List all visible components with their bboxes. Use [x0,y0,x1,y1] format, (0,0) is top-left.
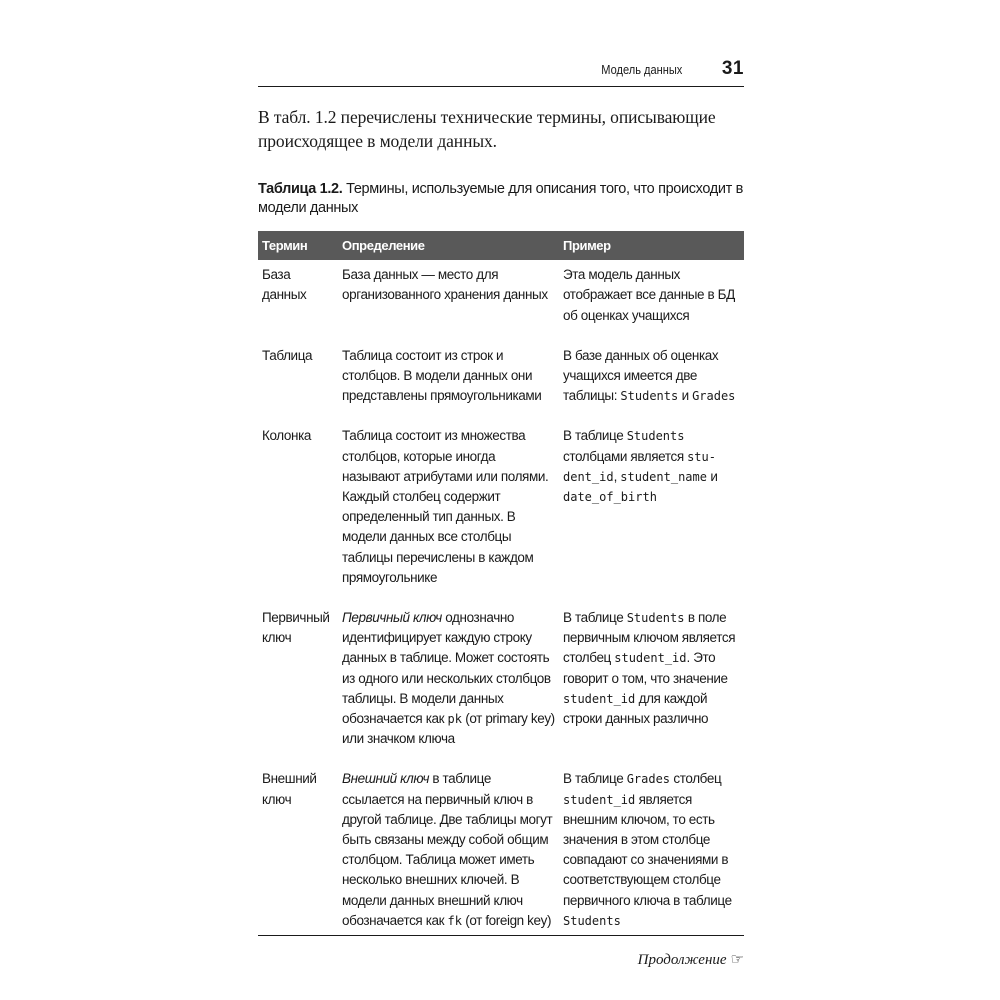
code-text: Students [620,389,679,404]
italic-term: Внешний ключ [342,771,430,787]
text-run: однозначно идентифицирует каждую строку данных в таблице. Может состоять из одного или нескольких столбцов таблицы. В модели данных обозначается как [342,610,551,727]
text-run: для каждой строки данных различно [563,690,709,727]
text-run: является внешним ключом, то есть значения в этом столбце совпадают со значениями в соответствующем столбце первичного ключа в таблице [563,791,732,908]
code-text: student_id [614,651,687,666]
code-text: student_name [620,469,707,484]
code-text: Students [626,429,685,444]
cell-example [559,426,744,608]
code-text: student_id [563,691,636,706]
cell-term: Первичный ключ [262,610,330,646]
cell-definition [338,608,559,769]
text-run: и [706,468,718,484]
code-text: Grades [626,772,671,787]
table-row [258,260,744,346]
cell-definition [338,260,559,346]
text-run: . Это говорит о том, что значение [563,650,728,686]
text-run: Таблица состоит из множества столбцов, которые иногда называют атрибутами или полями. Каждый столбец содержит определенный тип данных. В модели данных все столбцы таблицы перечислены в каждом прямоугольнике [342,428,549,585]
code-text: Students [626,611,685,626]
table-caption [258,180,744,218]
table-row [258,769,744,935]
table-header [258,231,744,260]
text-run: столбцами является [563,448,688,464]
cell-term: База данных [262,267,307,303]
cell-term: Таблица [262,347,313,363]
cell-definition [338,769,559,935]
text-run: и [678,388,693,404]
pointing-hand-icon: ☞ [730,952,744,969]
header-term: Термин [258,231,338,260]
code-text: Students [563,913,621,928]
cell-example [559,260,744,346]
text-run: в таблице ссылается на первичный ключ в другой таблице. Две таблицы могут быть связаны между собой общим столбцом. Таблица может иметь несколько внешних ключей. В модели данных внешний ключ обозначается как [342,771,553,928]
cell-term: Внешний ключ [262,771,317,807]
code-text: Grades [692,389,736,404]
cell-example [559,769,744,935]
text-run: Таблица состоит из строк и столбцов. В модели данных они представлены прямоугольниками [342,347,542,404]
header-example: Пример [559,231,744,260]
text-run: В базе данных об оценках учащихся имеется две таблицы: [563,347,719,404]
text-run: в поле первичным ключом является столбец [563,610,736,666]
running-title: Модель данных [600,62,682,77]
table-caption-label: Таблица 1.2. [258,181,343,197]
cell-term: Колонка [262,428,311,444]
text-run: (от primary key) или значком ключа [342,711,555,747]
table-row [258,608,744,769]
terms-table [258,231,744,936]
text-run: В таблице [563,428,627,444]
cell-example [559,346,744,427]
text-run: (от foreign key) [461,912,552,928]
text-run: Эта модель данных отображает все данные в БД об оценках учащихся [563,267,735,323]
page-number: 31 [721,58,744,79]
continued-label: Продолжение [637,952,727,969]
cell-example [559,608,744,769]
table-caption-text: Термины, используемые для описания того, что происходит в модели данных [258,181,743,216]
code-text: date_of_birth [563,490,657,505]
continued-note [258,950,744,969]
table-row [258,426,744,608]
code-text: pk [447,712,462,727]
italic-term: Первичный ключ [342,610,442,626]
code-text: student_id [563,792,636,807]
text-run: В таблице [563,771,627,787]
cell-definition [338,346,559,427]
code-text: fk [447,913,462,928]
text-run: В таблице [563,610,627,626]
text-run: , [613,468,621,484]
running-header [258,58,744,87]
text-run: столбец [670,771,722,787]
code-text: stu-dent_id [563,449,716,484]
book-page [258,58,744,969]
intro-paragraph: В табл. 1.2 перечислены технические термины, описывающие происходящее в модели данных. [258,107,716,151]
text-run: База данных — место для организованного хранения данных [342,267,548,303]
cell-definition [338,426,559,608]
header-definition: Определение [338,231,559,260]
table-row [258,346,744,427]
